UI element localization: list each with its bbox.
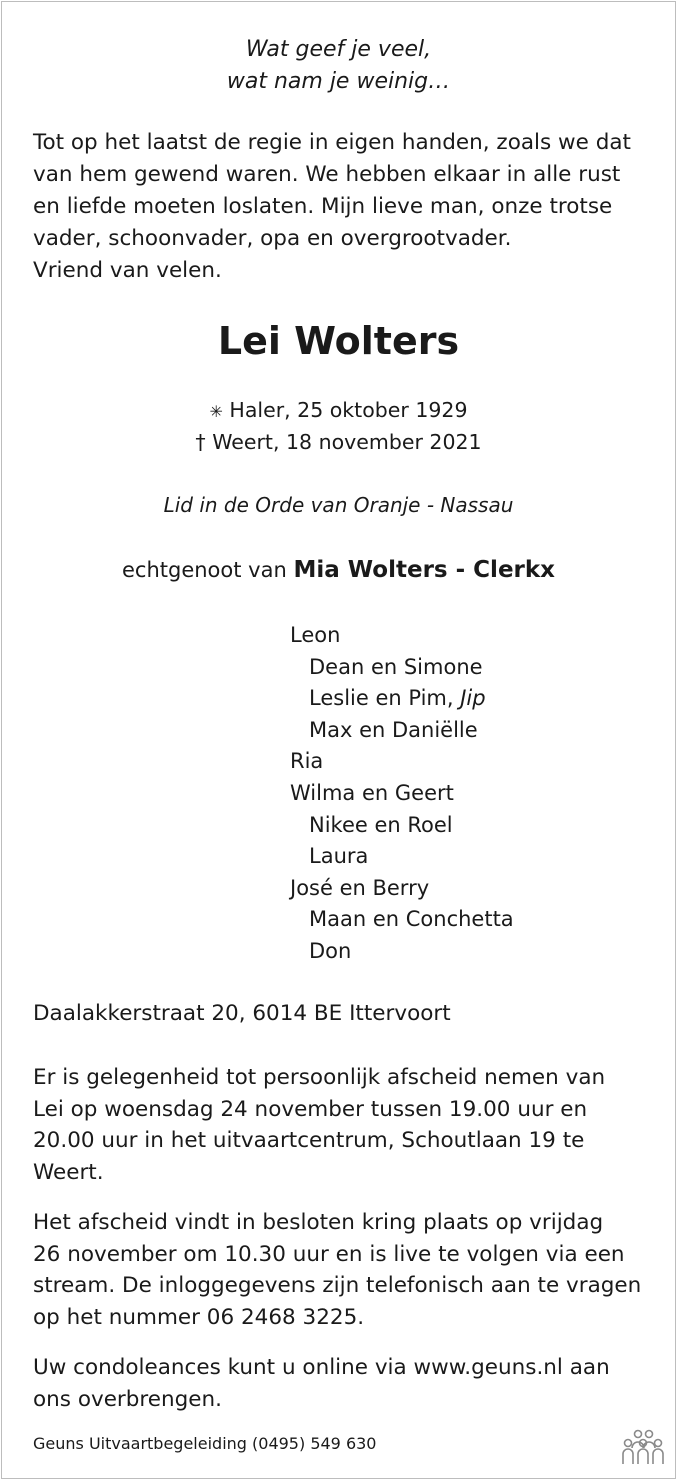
intro-line: van hem gewend waren. We hebben elkaar in alle rust bbox=[33, 162, 621, 187]
birth-star-icon: ✳ bbox=[209, 402, 223, 421]
spouse-name: Mia Wolters - Clerkx bbox=[293, 557, 556, 583]
family-member: Ria bbox=[290, 749, 324, 774]
grandchild: Max en Daniëlle bbox=[309, 717, 478, 742]
intro-line: en liefde moeten loslaten. Mijn lieve man, onze trotse bbox=[33, 194, 613, 219]
intro-text bbox=[33, 127, 653, 287]
order-honour: Lid in de Orde van Oranje - Nassau bbox=[163, 493, 514, 517]
grandchild: Nikee en Roel bbox=[309, 812, 453, 837]
address: Daalakkerstraat 20, 6014 BE Ittervoort bbox=[33, 1001, 451, 1026]
farewell-visit-text: Er is gelegenheid tot persoonlijk afscheid nemen van Lei op woensdag 24 november tussen 19.00 uur en 20.00 uur in het uitvaartcentrum, Schoutlaan 19 te Weert. bbox=[33, 1065, 606, 1185]
family-member: Wilma en Geert bbox=[290, 780, 454, 805]
motto-line: Wat geef je veel, bbox=[245, 37, 432, 62]
grandchild: Maan en Conchetta bbox=[309, 907, 514, 932]
spouse-line bbox=[2, 554, 675, 586]
family-member: Leon bbox=[290, 623, 341, 647]
grandchild: Leslie en Pim, Jip bbox=[309, 686, 486, 711]
spouse-prefix: echtgenoot van bbox=[121, 558, 287, 582]
birth-date: Haler, 25 oktober 1929 bbox=[229, 398, 468, 422]
death-line bbox=[2, 427, 675, 457]
people-group-icon bbox=[621, 1428, 665, 1468]
death-notice bbox=[1, 1, 676, 1479]
funeral-text: Het afscheid vindt in besloten kring plaats op vrijdag 26 november om 10.30 uur en is live te volgen via een stream. De inloggegevens zijn telefonisch aan te vragen op het nummer 06 2468 3225. bbox=[33, 1210, 642, 1330]
intro-line: vader, schoonvader, opa en overgrootvader. bbox=[33, 226, 512, 251]
grandchild: Dean en Simone bbox=[309, 654, 483, 679]
motto bbox=[2, 34, 675, 98]
funeral-home-footer: Geuns Uitvaartbegeleiding (0495) 549 630 bbox=[33, 1434, 377, 1453]
family-member: José en Berry bbox=[290, 875, 430, 900]
intro-line: Tot op het laatst de regie in eigen handen, zoals we dat bbox=[33, 130, 631, 155]
life-dates bbox=[2, 395, 675, 457]
birth-line bbox=[2, 395, 675, 427]
family-list bbox=[290, 620, 514, 968]
intro-line: Vriend van velen. bbox=[33, 258, 222, 283]
deceased-name: Lei Wolters bbox=[217, 319, 460, 363]
grandchild: Don bbox=[309, 938, 352, 963]
grandchild: Laura bbox=[309, 844, 369, 869]
motto-line: wat nam je weinig… bbox=[226, 69, 451, 94]
condolences-text: Uw condoleances kunt u online via www.geuns.nl aan ons overbrengen. bbox=[33, 1355, 610, 1412]
great-grandchild: Jip bbox=[460, 686, 486, 711]
dagger-icon: † bbox=[195, 430, 206, 454]
death-date: Weert, 18 november 2021 bbox=[212, 430, 482, 454]
